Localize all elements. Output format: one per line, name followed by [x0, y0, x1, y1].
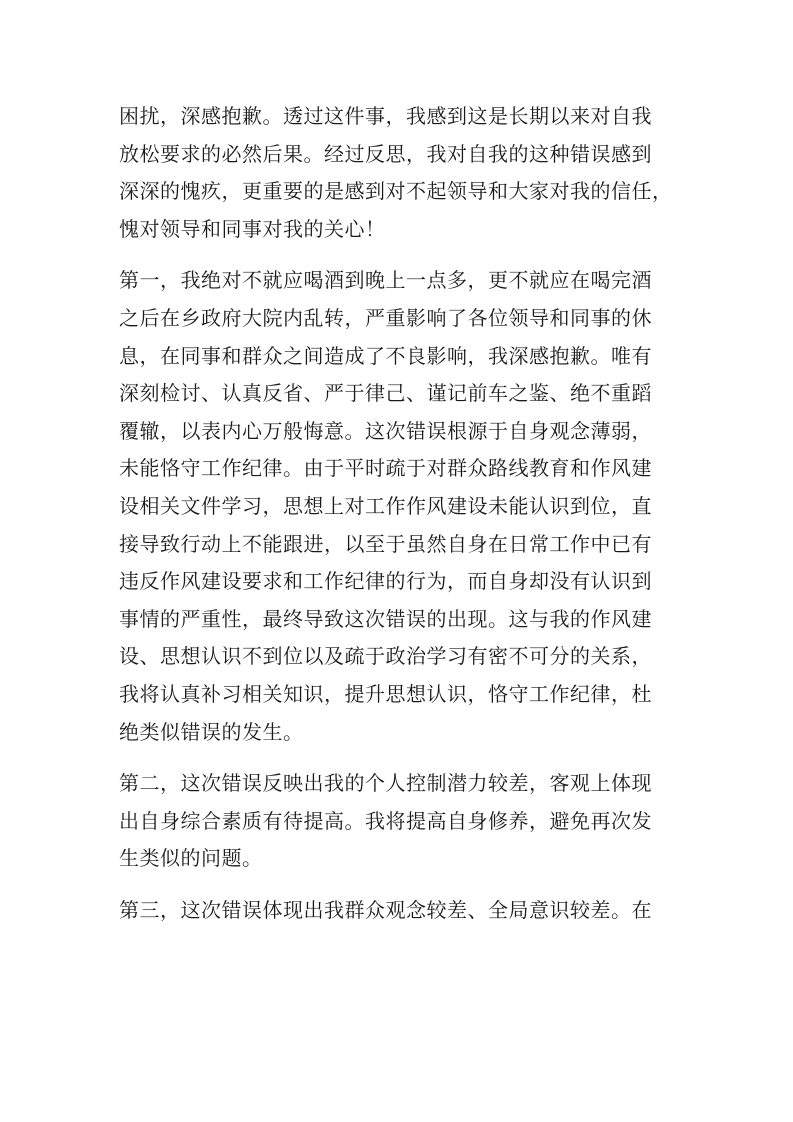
paragraph-third-point — [119, 892, 679, 930]
text-line: 之后在乡政府大院内乱转，严重影响了各位领导和同事的休 — [119, 305, 652, 330]
text-line: 第三，这次错误体现出我群众观念较差、全局意识较差。在 — [119, 897, 652, 922]
text-line: 违反作风建设要求和工作纪律的行为，而自身却没有认识到 — [119, 569, 652, 594]
text-line: 深刻检讨、认真反省、严于律己、谨记前车之鉴、绝不重蹈 — [119, 381, 652, 406]
text-line: 困扰，深感抱歉。透过这件事，我感到这是长期以来对自我 — [119, 104, 652, 128]
text-line: 愧对领导和同事对我的关心！ — [119, 216, 386, 241]
text-line: 息，在同事和群众之间造成了不良影响，我深感抱歉。唯有 — [119, 343, 652, 368]
text-line: 设、思想认识不到位以及疏于政治学习有密不可分的关系， — [119, 644, 652, 669]
text-line: 事情的严重性，最终导致这次错误的出现。这与我的作风建 — [119, 606, 652, 631]
text-line: 覆辙，以表内心万般悔意。这次错误根源于自身观念薄弱， — [119, 418, 652, 443]
text-line: 第一，我绝对不就应喝酒到晚上一点多，更不就应在喝完酒 — [119, 268, 652, 293]
text-line: 深深的愧疚，更重要的是感到对不起领导和大家对我的信任， — [119, 179, 673, 204]
paragraph-intro — [119, 98, 679, 248]
paragraph-first-point — [119, 262, 679, 751]
text-line: 放松要求的必然后果。经过反思，我对自我的这种错误感到 — [119, 141, 652, 166]
text-line: 接导致行动上不能跟进，以至于虽然自身在日常工作中已有 — [119, 531, 652, 556]
text-line: 出自身综合素质有待提高。我将提高自身修养，避免再次发 — [119, 808, 652, 833]
text-line: 第二，这次错误反映出我的个人控制潜力较差，客观上体现 — [119, 771, 652, 796]
text-line: 绝类似错误的发生。 — [119, 719, 304, 744]
text-line: 未能恪守工作纪律。由于平时疏于对群众路线教育和作风建 — [119, 456, 652, 481]
text-line: 设相关文件学习，思想上对工作作风建设未能认识到位，直 — [119, 493, 652, 518]
text-line: 生类似的问题。 — [119, 846, 263, 871]
text-line: 我将认真补习相关知识，提升思想认识，恪守工作纪律，杜 — [119, 681, 652, 706]
document-body — [119, 98, 679, 943]
paragraph-second-point — [119, 765, 679, 878]
